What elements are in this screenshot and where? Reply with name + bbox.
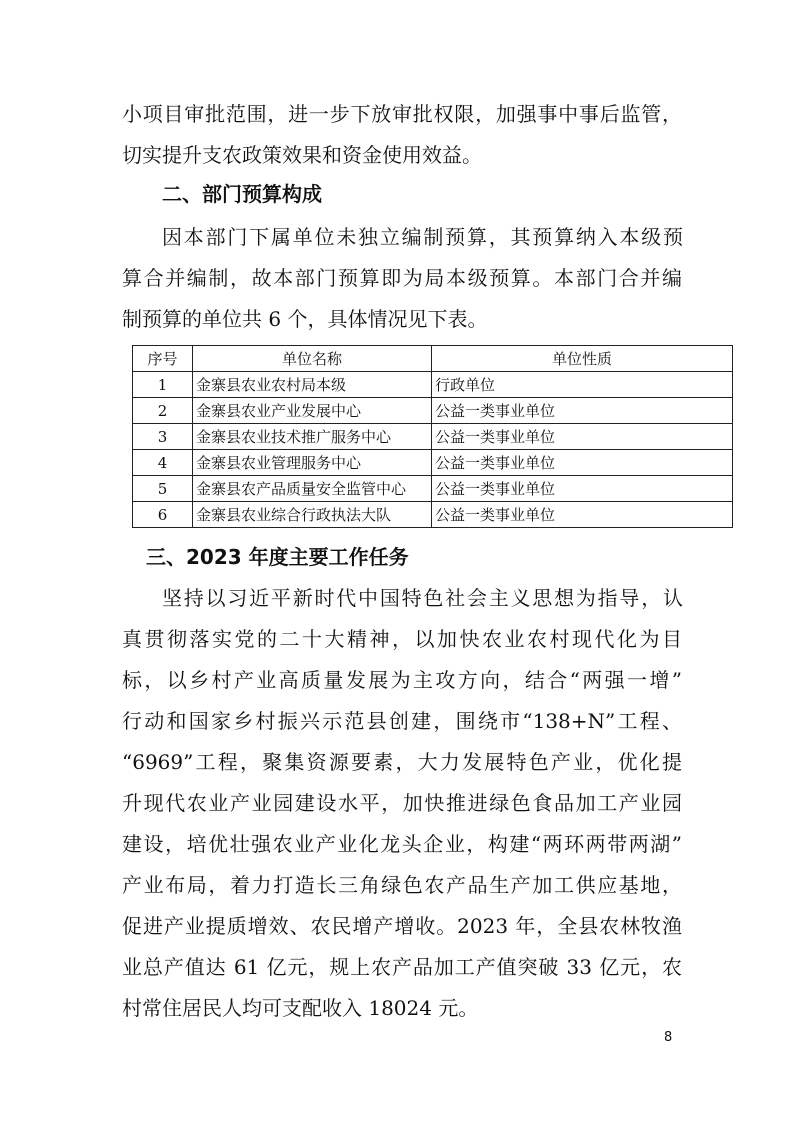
budget-units-table (132, 345, 733, 528)
cell-unit-name: 金寨县农业技术推广服务中心 (193, 424, 432, 450)
cell-serial-number: 2 (133, 398, 193, 424)
cell-serial-number: 3 (133, 424, 193, 450)
table-row (133, 476, 733, 502)
section3-line-1: 坚持以习近平新时代中国特色社会主义思想为指导，认 (162, 586, 683, 610)
section3-line-8: 产业布局，着力打造长三角绿色农产品生产加工供应基地， (122, 873, 682, 897)
section3-line-9: 促进产业提质增效、农民增产增收。2023 年，全县农林牧渔 (122, 914, 682, 938)
cell-unit-type: 公益一类事业单位 (432, 398, 733, 424)
header-unit-name: 单位名称 (193, 346, 432, 372)
section3-line-10: 业总产值达 61 亿元，规上农产品加工产值突破 33 亿元，农 (122, 955, 682, 979)
header-unit-type: 单位性质 (432, 346, 733, 372)
page-number: 8 (664, 1030, 673, 1045)
cell-unit-type: 公益一类事业单位 (432, 424, 733, 450)
cell-unit-name: 金寨县农业农村局本级 (193, 372, 432, 398)
cell-unit-type: 公益一类事业单位 (432, 502, 733, 528)
header-serial-number: 序号 (133, 346, 193, 372)
cell-unit-type: 行政单位 (432, 372, 733, 398)
cell-unit-name: 金寨县农业产业发展中心 (193, 398, 432, 424)
cell-serial-number: 1 (133, 372, 193, 398)
table-row (133, 372, 733, 398)
cell-serial-number: 6 (133, 502, 193, 528)
section3-line-4: 行动和国家乡村振兴示范县创建，围绕市“138+N”工程、 (122, 709, 682, 733)
section3-line-6: 升现代农业产业园建设水平，加快推进绿色食品加工产业园 (122, 791, 682, 815)
cell-unit-type: 公益一类事业单位 (432, 476, 733, 502)
section2-line-3: 制预算的单位共 6 个，具体情况见下表。 (122, 307, 488, 331)
section3-line-2: 真贯彻落实党的二十大精神，以加快农业农村现代化为目 (122, 627, 682, 651)
cell-unit-type: 公益一类事业单位 (432, 450, 733, 476)
table-row (133, 424, 733, 450)
section3-line-11: 村常住居民人均可支配收入 18024 元。 (122, 996, 479, 1020)
section2-line-2: 算合并编制，故本部门预算即为局本级预算。本部门合并编 (122, 266, 682, 290)
table-row (133, 502, 733, 528)
intro-line-2: 切实提升支农政策效果和资金使用效益。 (122, 143, 482, 167)
cell-unit-name: 金寨县农业综合行政执法大队 (193, 502, 432, 528)
cell-unit-name: 金寨县农业管理服务中心 (193, 450, 432, 476)
cell-serial-number: 5 (133, 476, 193, 502)
section-heading-budget-composition: 二、部门预算构成 (162, 182, 322, 206)
cell-unit-name: 金寨县农产品质量安全监管中心 (193, 476, 432, 502)
section3-line-3: 标，以乡村产业高质量发展为主攻方向，结合“两强一增” (122, 668, 682, 692)
section3-line-5: “6969”工程，聚集资源要素，大力发展特色产业，优化提 (122, 750, 682, 774)
section3-line-7: 建设，培优壮强农业产业化龙头企业，构建“两环两带两湖” (122, 832, 682, 856)
table-row (133, 450, 733, 476)
table-row (133, 398, 733, 424)
cell-serial-number: 4 (133, 450, 193, 476)
section2-line-1: 因本部门下属单位未独立编制预算，其预算纳入本级预 (162, 225, 683, 249)
intro-line-1: 小项目审批范围，进一步下放审批权限，加强事中事后监管， (122, 102, 682, 126)
table-header-row (133, 346, 733, 372)
section-heading-main-tasks: 三、2023 年度主要工作任务 (146, 545, 409, 569)
